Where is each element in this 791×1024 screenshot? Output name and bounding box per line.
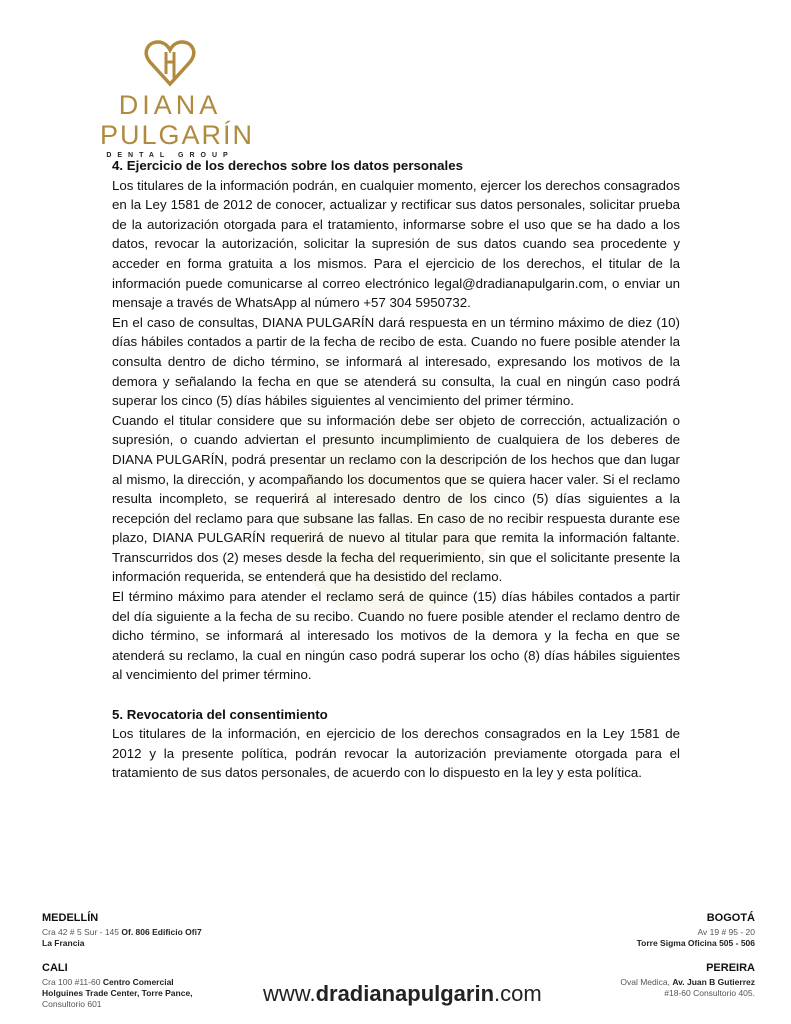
address-bold: La Francia	[42, 938, 85, 948]
address-bold: Centro Comercial	[102, 977, 174, 987]
address: Cra 100 #11-60	[42, 977, 103, 987]
city-name: MEDELLÍN	[42, 912, 99, 924]
address: Av 19 # 95 - 20	[697, 927, 755, 937]
document-body	[112, 156, 680, 783]
office-pereira	[620, 963, 755, 999]
city-name: PEREIRA	[706, 962, 755, 974]
address-bold: Holguines Trade Center, Torre Pance,	[42, 988, 193, 998]
paragraph: Los titulares de la información podrán, en cualquier momento, ejercer los derechos consagrados en la Ley 1581 de 2012 de conocer, actualizar y rectificar sus datos personales, solicitar prueba de la autorización otorgada para el tratamiento, informarse sobre el uso que se ha dado a los datos, revocar la autorización, solicitar la supresión de sus datos cuando sea procedente y acceder en forma gratuita a los mismos. Para el ejercicio de los derechos, el titular de la información puede comunicarse al correo electrónico legal@dradianapulgarin.com, o enviar un mensaje a través de WhatsApp al número +57 304 5950732.	[112, 177, 680, 311]
address: #18-60 Consultorio 405.	[664, 988, 755, 998]
office-bogota	[637, 913, 755, 949]
paragraph: El término máximo para atender el reclamo será de quince (15) días hábiles contados a partir del día siguiente a la fecha de su recibo. Cuando no fuere posible atender el reclamo dentro de dicho término, se informará al interesado los motivos de la demora y la fecha en que se atenderá su reclamo, la cual en ningún caso podrá superar los ocho (8) días hábiles siguientes al vencimiento del primer término.	[112, 589, 680, 683]
address-bold: Of. 806 Edificio Ofi7	[121, 927, 202, 937]
logo	[100, 38, 255, 159]
paragraph: En el caso de consultas, DIANA PULGARÍN dará respuesta en un término máximo de diez (10) días hábiles contados a partir de la fecha de recibo de esta. Cuando no fuere posible atender la consulta dentro de dicho término, se informará al interesado, expresando los motivos de la demora y señalando la fecha en que se atenderá su consulta, la cual en ningún caso podrá superar los cinco (5) días hábiles siguientes al vencimiento del primer término.	[112, 314, 680, 409]
address-bold: Torre Sigma Oficina 505 - 506	[636, 938, 755, 948]
footer	[0, 905, 791, 1024]
web-domain: dradianapulgarin	[315, 981, 495, 1006]
section-5-heading: 5. Revocatoria del consentimiento	[112, 706, 328, 722]
paragraph: Los titulares de la información, en ejercicio de los derechos consagrados en la Ley 1581 de 2012 y la presente política, podrán revocar la autorización previamente otorgada para el tratamiento de sus datos personales, de acuerdo con lo dispuesto en la ley y esta política.	[112, 726, 680, 781]
address: Cra 42 # 5 Sur - 145	[42, 927, 122, 937]
city-name: BOGOTÁ	[706, 912, 755, 924]
website-link[interactable]	[263, 981, 542, 1006]
address-bold: Av. Juan B Gutierrez	[672, 977, 755, 987]
logo-name-line2: PULGARÍN	[100, 120, 255, 150]
web-suffix: .com	[494, 981, 542, 1006]
web-prefix: www.	[263, 981, 316, 1006]
paragraph: Cuando el titular considere que su información debe ser objeto de corrección, actualización o supresión, o cuando adviertan el presunto incumplimiento de cualquiera de los deberes de DIANA PULGARÍN, podrá presentar un reclamo con la descripción de los hechos que dan lugar al mismo, la dirección, y acompañando los documentos que se quiera hacer valer. Si el reclamo resulta incompleto, se requerirá al interesado dentro de los cinco (5) días siguientes a la recepción del reclamo para que subsane las fallas. En caso de no recibir respuesta durante ese plazo, DIANA PULGARÍN requerirá de nuevo al titular para que remita la información faltante. Transcurridos dos (2) meses desde la fecha del requerimiento, sin que el solicitante presente la información requerida, se entenderá que ha desistido del reclamo.	[112, 412, 680, 585]
address: Consultorio 601	[42, 999, 102, 1009]
office-cali	[42, 963, 193, 1010]
logo-name-line1: DIANA	[118, 90, 222, 120]
address: Oval Medica,	[620, 977, 673, 987]
office-medellin	[42, 913, 202, 949]
section-4-heading: 4. Ejercicio de los derechos sobre los datos personales	[112, 158, 464, 173]
logo-tagline: DENTAL GROUP	[106, 152, 234, 159]
city-name: CALI	[42, 962, 68, 974]
heart-logo-icon	[142, 38, 198, 88]
